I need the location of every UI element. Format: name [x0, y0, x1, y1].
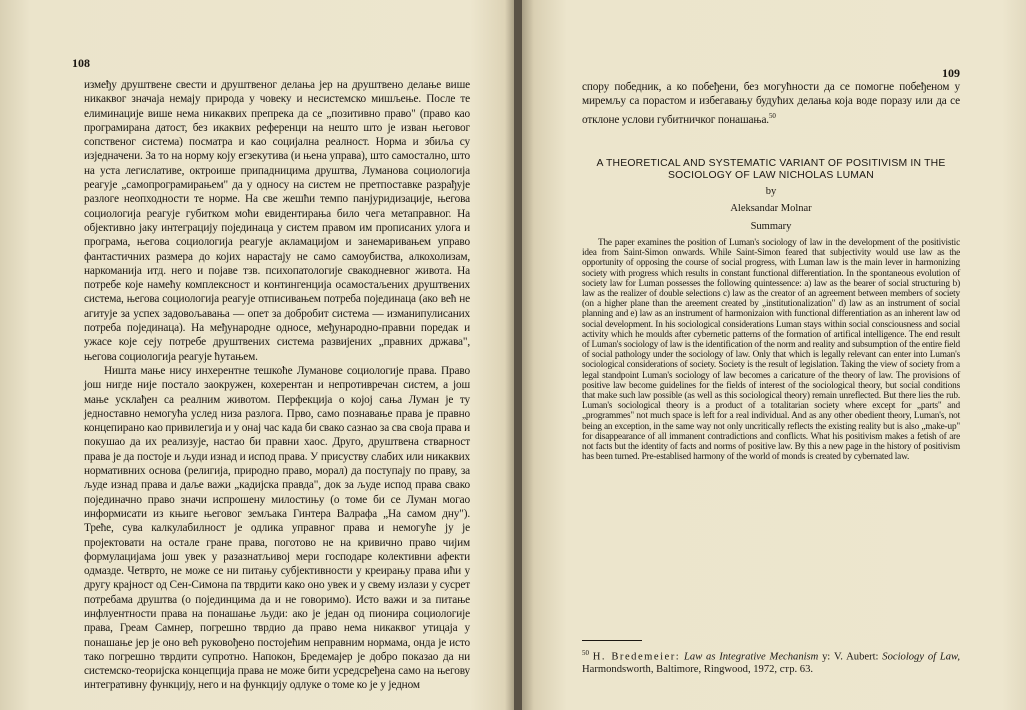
- footnote-rule: [582, 640, 642, 641]
- left-page-body: [84, 78, 470, 693]
- footnote: [582, 647, 960, 677]
- by-line: by: [765, 186, 777, 197]
- right-page: [522, 0, 1026, 710]
- paragraph: између друштвене свести и друштвеног делања јер на друштвено делање више никаквог значаја немају природа у човеку и несистемско мишљење. После те елиминације више нема никаквих препрека да се „позитивно право" (право као програмирана датост, без икаквих референци на нешто што је изван његовог сопственог система) посматра и као социјална реалност. Норма и збиља су изједначени. За то на норму коју егзекутива (и њена управа), што самостално, што на уста легислативе, октроише припадницима друштва, Луманова социологија реагује „самопрограмирањем" да у односу на систем не претпоставке разрађује разлоге неопходности те норме. На све жешћи темпо панјуридизације, његова социологија реагује губитком моћи евидентирања било чега метаправног. На објективно јаку интеграцију појединаца у систем правом им прописаних улога и програма, његова социологија реагује акламацијом и занемаривањем управо фантастичних размера до којих нарастају не само самоубиства, алкохолизам, наркоманија итд. него и појаве тзв. психопатологије свакодневног живота. На потребе које намећу комплексност и контингенција осамостаљених друштвених система, његова социологија реагује отписивањем потреба појединаца (ако већ не агитује за успех задовољавања — опет за добробит система — изманипулисаних потреба појединаца). На међународне односе, међународно-правни поредак и ужасе које сеју потребе друштвених система развијених „правних држава", његова социологија реагује ћутањем.: [84, 79, 470, 363]
- footnote-book: Sociology of Law,: [882, 651, 960, 663]
- footnote-title: Law as Integrative Mechanism: [684, 651, 819, 663]
- summary-heading: Summary: [750, 221, 792, 232]
- page-number-left: 108: [72, 56, 90, 70]
- footnote-author: H. Bredemeier:: [592, 651, 681, 663]
- footnote-middle: у: V. Aubert:: [818, 651, 883, 663]
- book-spine: [514, 0, 522, 710]
- summary-abstract: The paper examines the position of Luman's sociology of law in the development of the positivistic idea from Saint-Simon onwards. While Saint-Simon feared that subjectivity would use law as the opportunity of opposing the course of social progress, with Luman law is the main lever in harmonizing society with progress which results in constant functional differentiation. In the spontaneous evolution of society law for Luman possesses the following quintessence: a) law as the bearer of social structuring b) law as the realizer of double selections c) law as the creator of an agreement between members of society (on a higher plane than the areement created by „institutionalization" d) law as an instrument of social planning and e) law as an instrument of harmonizaion with functional differentiation as an inherent law od social development. In his sociological considerations Luman stays within social consciousness and social activity which he moulds after cybernetic patterns of the formation of artifical intelligence. The end result of Luman's sociology of law is the identification of the norm and reality and subsumption of the entire field of social pathology under the sociology of law. Only that which is legally relevant can enter into Luman's sociological considerations of society. Society is the result of legislation. Taking the view of society from a legal standpoint Luman's sociology of law becomes a caricature of the theory of law. The provisions of positive law become guidelines for the fields of interest of the sociological theory, but social conditions that make such law possible (as well as this sociological theory) remain unreflected. But there lies the rub. Luman's sociological theory is a product of a totalitarian society where except for „parts" and „programmes" not much space is left for a real individual. And as any other obedient theory, Luman's, not being an exception, in the same way not only uncritically reflects the existing reality but is also „make-up" for disappearance of all immanent contradictions and conflicts. What his positivism makes a fetish of are not facts but the identity of facts and norms of positive law. By this a new page in the history of positivism has been turned. Pre-establised harmony of the world of monds is created by cybernated law.: [582, 238, 960, 463]
- paragraph: Ништа мање нису инхерентне тешкоће Лумановe социологије права. Право још нигде није постало заокружен, кохерентан и непротивречан систем, а још мање усклађен са реалним животом. Перфекција о којој сања Луман је ту једноставно немогућа услед низа разлога. Прво, само познавање права је правно концепирано као привилегија и у онај час када би свако сазнао за сва своја права и покушао да их реализује, настао би правни хаос. Друго, друштвена стварност права је да постоје и људи изнад и испод права. У присуству слабих или никаквих нормативних основа (религија, природно право, морал) да поступају по праву, за људе изнад права и даље важи „кадијска правда", док за људе испод права свако појединачно право значи испрошену милостињу (о томе би се Луман могао информисати из књиге његовог земљака Гинтера Валрафа „На самом дну"). Треће, сува калкулабилност је одлика управног права и немогуће ју је пројектовати на остале гране права, поготово не на кривично право чијим формулацијама још увек у разазнатљивој мери господаре колективни афекти одмазде. Четврто, не може се ни питању субјективности у креирању права ићи у другу крајност од Сен-Симона па тврдити како оно увек и у свему излази у сусрет потребама друштва (о појединцима да и не говоримо). Исто важи и за питање инфлуентности права на понашање људи: ако је један од пионира социологије права, Греам Самнер, погрешно тврдио да право нема никаквог утицаја у понашање јер је оно већ руковођено постојећим неправним нормама, онда је исто тако погрешно тврдити супротно. Напокон, Бредемајер је добро показао да ни системско-теоријска концепција права не може бити усредсређена само на његову интегративну функцију, него и на функцију одлуке о томе ко је у једном: [84, 364, 470, 692]
- continued-paragraph: спору победник, а ко побеђени, без могућности да се помогне побеђеном у миремљу са порастом и избегавању будућих делања која воде поразу или да се отклоне услови губитничког понашања.: [582, 81, 960, 126]
- page-number-right: 109: [942, 66, 960, 80]
- footnote-reference: 50: [768, 111, 776, 120]
- footnote-number: 50: [582, 649, 589, 657]
- footnote-publication: Harmondsworth, Baltimore, Ringwood, 1972, стр. 63.: [582, 664, 814, 676]
- author-name: Aleksandar Molnar: [730, 203, 812, 214]
- right-page-continued-text: [582, 80, 960, 127]
- summary-title: A THEORETICAL AND SYSTEMATIC VARIANT OF POSITIVISM IN THE SOCIOLOGY OF LAW NICHOLAS LUMAN: [596, 158, 946, 181]
